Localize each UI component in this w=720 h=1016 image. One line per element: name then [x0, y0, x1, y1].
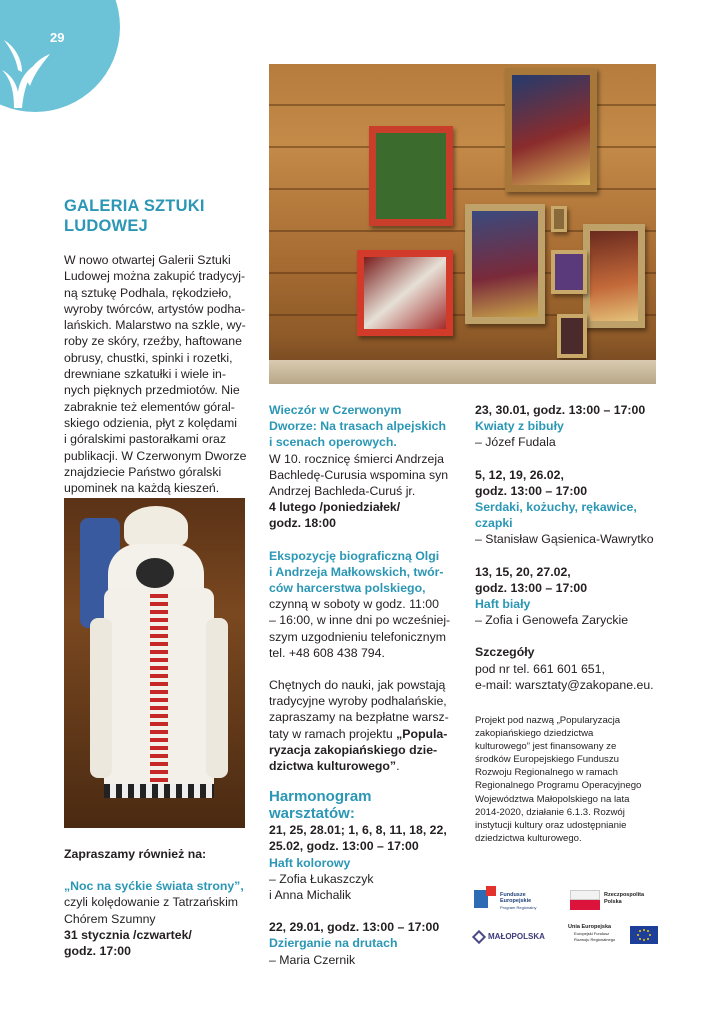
- workshop-name: Dzierganie na drutach: [269, 936, 398, 951]
- malopolska-logo-icon: [472, 930, 486, 944]
- rp-logo-line: Polska: [604, 899, 622, 905]
- workshop-name: Serdaki, kożuchy, rękawice,: [475, 500, 637, 515]
- invite-bold: „Popula-: [396, 726, 448, 741]
- intro-line: obrusy, chustki, spinki i rozetki,: [64, 350, 233, 365]
- right-column: [475, 402, 665, 693]
- fe-logo-line: Fundusze: [500, 892, 526, 898]
- schedule-title: Harmonogram: [269, 788, 372, 806]
- invite-line: tradycyjne wyroby podhalańskie,: [269, 694, 447, 709]
- ue-logo-line: Europejski Fundusz: [574, 931, 610, 936]
- middle-column: [269, 402, 464, 968]
- expo-body: tel. +48 608 438 794.: [269, 645, 385, 660]
- invite-line: ryzacja zakopiańskiego dzie-: [269, 742, 438, 757]
- fe-logo-accent-icon: [486, 886, 496, 896]
- event-title: „Noc na syćkie świata strony”,: [64, 879, 244, 894]
- funding-line: Projekt pod nazwą „Popularyzacja: [475, 715, 621, 726]
- funding-line: dziedzictwa kulturowego.: [475, 832, 582, 844]
- intro-line: upominek na każdą kieszeń.: [64, 481, 220, 496]
- intro-line: i góralskimi pastorałkami oraz: [64, 432, 226, 447]
- intro-line: drewniane szkatułki i wiele in-: [64, 367, 226, 382]
- intro-line: ną sztukę Podhala, rękodzieło,: [64, 285, 232, 300]
- expo-title: Ekspozycję biograficzną Olgi: [269, 548, 440, 563]
- workshop-dates: 13, 15, 20, 27.02,: [475, 564, 571, 579]
- costume-photo: [64, 498, 245, 828]
- rp-logo-line: Rzeczpospolita: [604, 892, 645, 898]
- eu-flag-icon: [630, 926, 658, 944]
- gallery-photo: [269, 64, 656, 384]
- invite-block: [64, 846, 264, 959]
- event-line: Chórem Szumny: [64, 911, 156, 926]
- invite-bold: dzictwa kulturowego”: [269, 759, 397, 774]
- intro-line: skiego odzienia, płyt z kolędami: [64, 415, 237, 430]
- workshop-dates: godz. 13:00 – 17:00: [475, 580, 588, 595]
- details-line: pod nr tel. 661 601 651,: [475, 661, 605, 676]
- event-time: godz. 17:00: [64, 944, 131, 959]
- intro-line: nych pięknych przedmiotów. Nie: [64, 383, 240, 398]
- intro-paragraph: [64, 252, 246, 496]
- expo-title: i Andrzeja Małkowskich, twór-: [269, 564, 444, 579]
- workshop-people: – Zofia Łukaszczyk: [269, 871, 374, 886]
- details-line: e-mail: warsztaty@zakopane.eu.: [475, 677, 654, 692]
- workshop-name: Haft biały: [475, 597, 531, 612]
- intro-line: Ludowej można zakupić tradycyj-: [64, 269, 246, 284]
- workshop-name: czapki: [475, 516, 513, 531]
- intro-line: publikacji. W Czerwonym Dworze: [64, 448, 247, 463]
- invite-heading: Zapraszamy również na:: [64, 847, 207, 861]
- workshop-dates: 25.02, godz. 13:00 – 17:00: [269, 839, 419, 854]
- event-date: 31 stycznia /czwartek/: [64, 927, 192, 942]
- schedule-title: warsztatów:: [269, 805, 355, 823]
- intro-line: W nowo otwartej Galerii Sztuki: [64, 253, 231, 267]
- evening-title: i scenach operowych.: [269, 435, 397, 450]
- invite-line: zapraszamy na bezpłatne warsz-: [269, 710, 449, 725]
- expo-title: ców harcerstwa polskiego,: [269, 581, 426, 596]
- workshop-people: – Zofia i Genowefa Zaryckie: [475, 613, 629, 628]
- funding-line: kulturowego” jest finansowany ze: [475, 741, 617, 753]
- event-line: czyli kolędowanie z Tatrzańskim: [64, 895, 239, 910]
- intro-line: znajdziecie Państwo góralski: [64, 464, 222, 479]
- heading-line: LUDOWEJ: [64, 217, 148, 235]
- malopolska-logo-text: MAŁOPOLSKA: [488, 932, 545, 941]
- fe-logo-line: Program Regionalny: [500, 905, 537, 910]
- evening-body: W 10. rocznicę śmierci Andrzeja: [269, 451, 444, 466]
- invite-line: Chętnych do nauki, jak powstają: [269, 678, 446, 693]
- workshop-dates: 5, 12, 19, 26.02,: [475, 467, 564, 482]
- wheat-leaf-icon: [0, 30, 52, 110]
- workshop-people: – Maria Czernik: [269, 952, 356, 967]
- funding-line: 2014-2020, działanie 6.1.3. Rozwój: [475, 806, 625, 818]
- evening-title: Dworze: Na trasach alpejskich: [269, 419, 447, 434]
- funding-note: [475, 714, 665, 845]
- invite-line: [269, 758, 464, 774]
- evening-body: Andrzej Bachleda-Curuś jr.: [269, 484, 416, 499]
- intro-line: roby ze skóry, rzeźby, haftowane: [64, 334, 242, 349]
- workshop-dates: godz. 13:00 – 17:00: [475, 483, 588, 498]
- funding-line: Rozwoju Regionalnego w ramach: [475, 767, 618, 779]
- evening-title: Wieczór w Czerwonym: [269, 403, 402, 417]
- details-title: Szczegóły: [475, 645, 535, 660]
- expo-body: – 16:00, w inne dni po wcześniej-: [269, 613, 451, 628]
- fe-logo-line: Europejskie: [500, 898, 532, 904]
- ue-logo-line: Rozwoju Regionalnego: [574, 937, 616, 942]
- workshop-people: i Anna Michalik: [269, 888, 352, 903]
- funding-line: zakopiańskiego dziedzictwa: [475, 728, 594, 740]
- intro-line: wyroby twórców, artystów podha-: [64, 301, 246, 316]
- poland-flag-icon: [570, 890, 600, 900]
- ue-logo-line: Unia Europejska: [568, 924, 612, 930]
- invite-line: [269, 726, 464, 742]
- funding-line: instytucji kultury oraz udostępnianie: [475, 819, 627, 831]
- page-number: 29: [50, 30, 65, 45]
- workshop-name: Haft kolorowy: [269, 855, 351, 870]
- evening-date: godz. 18:00: [269, 516, 336, 531]
- invite-plain: taty w ramach projektu: [269, 726, 397, 741]
- funding-line: Województwa Małopolskiego na lata: [475, 793, 630, 805]
- workshop-name: Kwiaty z bibuły: [475, 419, 564, 434]
- workshop-people: – Stanisław Gąsienica-Wawrytko: [475, 532, 654, 547]
- evening-body: Bachledę-Curusia wspomina syn: [269, 467, 449, 482]
- invite-plain: .: [396, 759, 400, 774]
- workshop-people: – Józef Fudala: [475, 435, 556, 450]
- funding-line: Regionalnego Programu Operacyjnego: [475, 780, 642, 792]
- intro-line: lańskich. Malarstwo na szkle, wy-: [64, 318, 246, 333]
- workshop-dates: 23, 30.01, godz. 13:00 – 17:00: [475, 403, 646, 417]
- heading-line: GALERIA SZTUKI: [64, 197, 205, 215]
- intro-line: zabraknie też elementów góral-: [64, 399, 235, 414]
- evening-date: 4 lutego /poniedziałek/: [269, 500, 401, 515]
- section-heading: [64, 196, 244, 236]
- funding-line: środków Europejskiego Funduszu: [475, 754, 619, 766]
- expo-body: szym uzgodnieniu telefonicznym: [269, 629, 447, 644]
- funding-logos: [474, 886, 660, 950]
- expo-body: czynną w soboty w godz. 11:00: [269, 597, 439, 612]
- workshop-dates: 21, 25, 28.01; 1, 6, 8, 11, 18, 22,: [269, 823, 447, 838]
- workshop-dates: 22, 29.01, godz. 13:00 – 17:00: [269, 920, 440, 935]
